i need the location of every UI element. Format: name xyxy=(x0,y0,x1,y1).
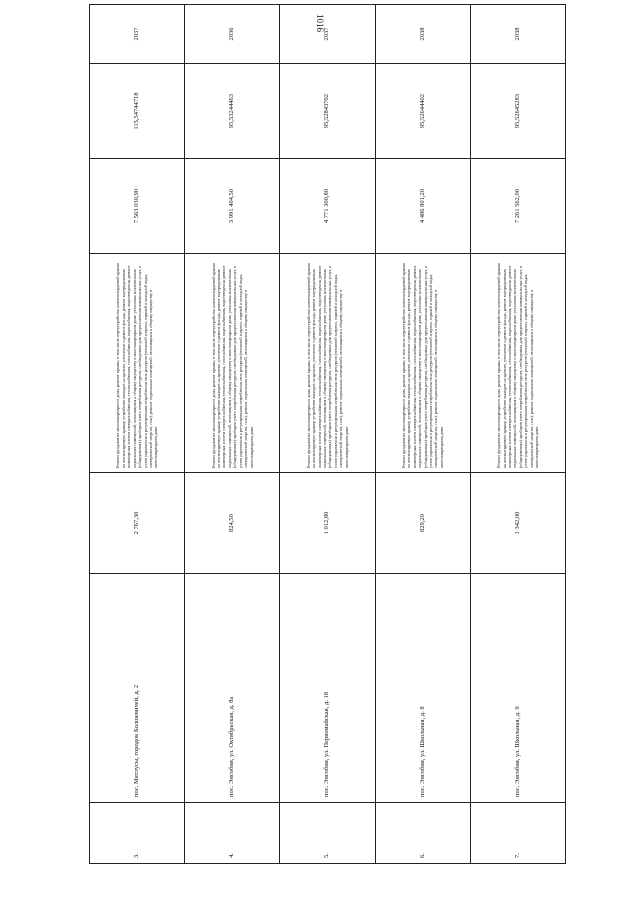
cost-cell: 4 771 300,80 xyxy=(280,159,375,254)
table-row xyxy=(280,5,375,864)
unit-cost-cell: 95,52644402 xyxy=(375,64,470,159)
works-description-cell: Ремонт фундамента многоквартирного дома, ремонт крыши, в том числе переустройство невентилируемой крыши на вентилируемую крышу, устройство выходов на кровлю, утепление и ремонт фасада, ремонт внутридомовых инженерных систем электроснабжения, теплоснабжения, газоснабжения, водоснабжения, водоотведения, ремонт подвальных помещений, относящихся к общему имуществу в многоквартирном доме, установка коллективных (общедомовых) приборов учета потребления ресурсов, необходимых для предоставления коммунальных услуг, и узлов управления и регулирования потребления этих ресурсов (тепловой энергии, горячей и холодной воды, электрической энергии, газа), ремонт подвальных помещений, относящихся к общему имуществу в многоквартирном доме xyxy=(375,254,470,473)
unit-cost-cell: 115,54744718 xyxy=(90,64,185,159)
row-number: 4. xyxy=(185,803,280,864)
cost-cell: 4 486 801,20 xyxy=(375,159,470,254)
table-row xyxy=(90,5,185,864)
address-cell: пос. Энсобия, ул. Школьная, д. 9 xyxy=(470,574,565,803)
unit-cost-cell: 95,53244463 xyxy=(185,64,280,159)
row-number: 6. xyxy=(375,803,470,864)
year-cell: 2037 xyxy=(280,5,375,64)
address-cell: пос. Энсобия, ул. Первомайская, д. 18 xyxy=(280,574,375,803)
works-description-cell: Ремонт фундамента многоквартирного дома, ремонт крыши, в том числе переустройство невентилируемой крыши на вентилируемую крышу, устройство выходов на кровлю, утепление и ремонт фасада, ремонт внутридомовых инженерных систем электроснабжения, теплоснабжения, газоснабжения, водоснабжения, водоотведения, ремонт подвальных помещений, относящихся к общему имуществу в многоквартирном доме, установка коллективных (общедомовых) приборов учета потребления ресурсов, необходимых для предоставления коммунальных услуг, и узлов управления и регулирования потребления этих ресурсов (тепловой энергии, горячей и холодной воды, электрической энергии, газа), ремонт подвальных помещений, относящихся к общему имуществу в многоквартирном доме xyxy=(280,254,375,473)
area-cell: 1 342,00 xyxy=(470,473,565,574)
table-row xyxy=(375,5,470,864)
year-cell: 2038 xyxy=(470,5,565,64)
area-cell: 2 767,30 xyxy=(90,473,185,574)
capital-repair-table xyxy=(89,4,566,864)
cost-cell: 3 991 404,50 xyxy=(185,159,280,254)
address-cell: пос. Энсобия, ул. Школьная, д. 8 xyxy=(375,574,470,803)
area-cell: 1 012,80 xyxy=(280,473,375,574)
works-description-cell: Ремонт фундамента многоквартирного дома, ремонт крыши, в том числе переустройство невентилируемой крыши на вентилируемую крышу, устройство выходов на кровлю, утепление и ремонт фасада, ремонт внутридомовых инженерных систем электроснабжения, теплоснабжения, газоснабжения, водоснабжения, водоотведения, ремонт подвальных помещений, относящихся к общему имуществу в многоквартирном доме, установка коллективных (общедомовых) приборов учета потребления ресурсов, необходимых для предоставления коммунальных услуг, и узлов управления и регулирования потребления этих ресурсов (тепловой энергии, горячей и холодной воды, электрической энергии, газа), ремонт подвальных помещений, относящихся к общему имуществу в многоквартирном доме xyxy=(470,254,565,473)
row-number: 3. xyxy=(90,803,185,864)
page-number: 1016 xyxy=(315,14,325,32)
unit-cost-cell: 95,52645283 xyxy=(470,64,565,159)
works-description-cell: Ремонт фундамента многоквартирного дома, ремонт крыши, в том числе переустройство невентилируемой крыши на вентилируемую крышу, устройство выходов на кровлю, утепление и ремонт фасада, ремонт внутридомовых инженерных систем электроснабжения, теплоснабжения, газоснабжения, водоснабжения, водоотведения, ремонт подвальных помещений, относящихся к общему имуществу в многоквартирном доме, установка коллективных (общедомовых) приборов учета потребления ресурсов, необходимых для предоставления коммунальных услуг, и узлов управления и регулирования потребления этих ресурсов (тепловой энергии, горячей и холодной воды, электрической энергии, газа), ремонт подвальных помещений, относящихся к общему имуществу в многоквартирном доме xyxy=(185,254,280,473)
row-number: 7. xyxy=(470,803,565,864)
table-row xyxy=(185,5,280,864)
area-cell: 824,50 xyxy=(185,473,280,574)
address-cell: пос. Мятлусы, городок Болшевичей, д. 2 xyxy=(90,574,185,803)
address-cell: пос. Энсобия, ул. Октябрьская, д. 8а xyxy=(185,574,280,803)
year-cell: 2038 xyxy=(375,5,470,64)
row-number: 5. xyxy=(280,803,375,864)
cost-cell: 7 261 562,00 xyxy=(470,159,565,254)
cost-cell: 7 563 030,90 xyxy=(90,159,185,254)
works-description-cell: Ремонт фундамента многоквартирного дома, ремонт крыши, в том числе переустройство невентилируемой крыши на вентилируемую крышу, устройство выходов на кровлю, утепление и ремонт фасада, ремонт внутридомовых инженерных систем электроснабжения, теплоснабжения, газоснабжения, водоснабжения, водоотведения, ремонт подвальных помещений, относящихся к общему имуществу в многоквартирном доме, установка коллективных (общедомовых) приборов учета потребления ресурсов, необходимых для предоставления коммунальных услуг, и узлов управления и регулирования потребления этих ресурсов (тепловой энергии, горячей и холодной воды, электрической энергии, газа), ремонт подвальных помещений, относящихся к общему имуществу в многоквартирном доме xyxy=(90,254,185,473)
area-cell: 829,20 xyxy=(375,473,470,574)
unit-cost-cell: 95,52843702 xyxy=(280,64,375,159)
table-row xyxy=(470,5,565,864)
table-body xyxy=(90,5,566,864)
year-cell: 2036 xyxy=(185,5,280,64)
year-cell: 2037 xyxy=(90,5,185,64)
